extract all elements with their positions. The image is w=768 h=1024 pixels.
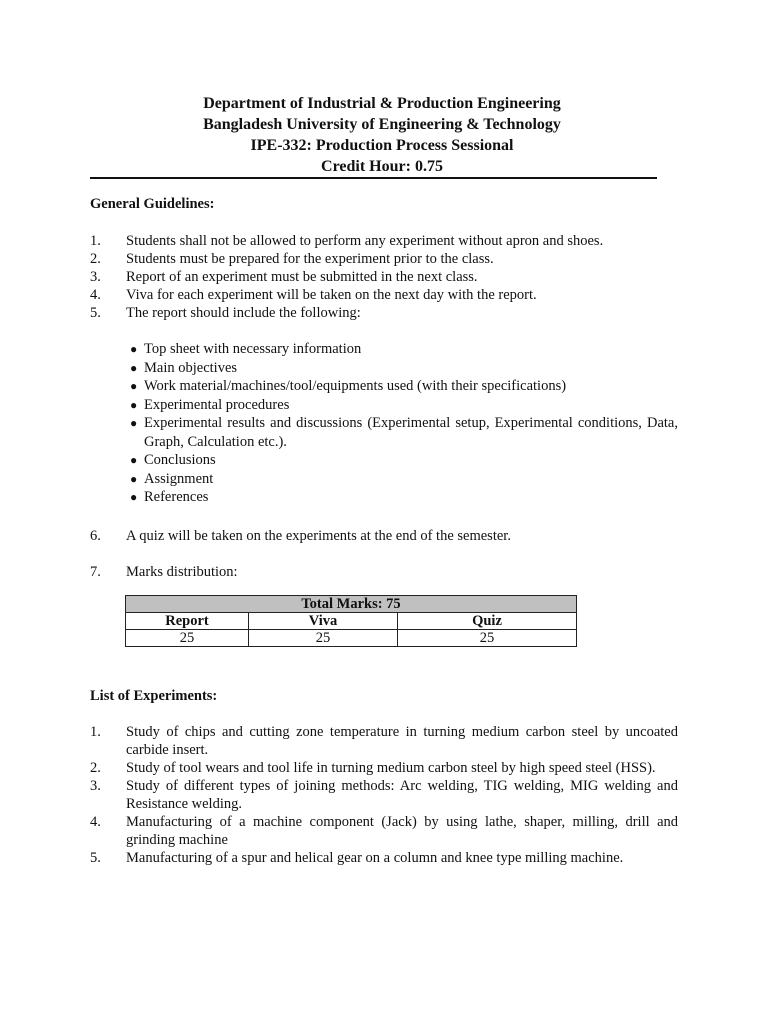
quiz-header: Quiz xyxy=(398,613,577,630)
list-item xyxy=(90,527,678,545)
bullet-item xyxy=(126,488,678,507)
bullet-item xyxy=(126,396,678,415)
item-number: 1. xyxy=(90,233,101,249)
guidelines-heading: General Guidelines: xyxy=(90,196,215,212)
list-item xyxy=(90,759,678,777)
item-number: 5. xyxy=(90,850,101,866)
bullet-text: Experimental results and discussions (Experimental setup, Experimental conditions, Data, Graph, Calculation etc.). xyxy=(144,415,678,450)
bullet-text: References xyxy=(144,489,209,505)
list-item xyxy=(90,563,678,581)
item-text: Students must be prepared for the experiment prior to the class. xyxy=(126,251,494,267)
item-text: Study of different types of joining methods: Arc welding, TIG welding, MIG welding and Resistance welding. xyxy=(126,778,678,812)
bullet-icon: ● xyxy=(130,471,138,486)
bullet-icon: ● xyxy=(130,342,138,356)
bullet-item xyxy=(126,451,678,470)
list-item xyxy=(90,304,678,322)
document-header xyxy=(90,93,674,177)
table-row xyxy=(126,596,577,613)
table-row xyxy=(126,613,577,630)
total-marks-cell: Total Marks: 75 xyxy=(126,596,577,613)
list-item xyxy=(90,849,678,867)
list-item xyxy=(90,286,678,304)
department-title: Department of Industrial & Production Engineering xyxy=(203,95,561,112)
guidelines-list xyxy=(90,232,678,322)
report-marks: 25 xyxy=(126,630,249,647)
list-item xyxy=(90,232,678,250)
item-number: 5. xyxy=(90,305,101,321)
item-text: Manufacturing of a machine component (Jack) by using lathe, shaper, milling, drill and grinding machine xyxy=(126,814,678,848)
bullet-item xyxy=(126,470,678,489)
item-number: 1. xyxy=(90,724,101,740)
bullet-text: Main objectives xyxy=(144,359,238,376)
viva-header: Viva xyxy=(249,613,398,630)
item-text: Viva for each experiment will be taken on the next day with the report. xyxy=(126,287,537,303)
table-row xyxy=(126,630,577,647)
course-title: IPE-332: Production Process Sessional xyxy=(250,137,514,154)
item-text: The report should include the following: xyxy=(126,305,361,321)
quiz-marks: 25 xyxy=(398,630,577,647)
bullet-item xyxy=(126,414,678,451)
item-number: 2. xyxy=(90,251,101,267)
bullet-text: Work material/machines/tool/equipments used (with their specifications) xyxy=(144,378,567,394)
bullet-item xyxy=(126,377,678,396)
item-number: 7. xyxy=(90,564,101,580)
item-text: Manufacturing of a spur and helical gear on a column and knee type milling machine. xyxy=(126,850,624,866)
viva-marks: 25 xyxy=(249,630,398,647)
quiz-note xyxy=(90,527,678,545)
list-item xyxy=(90,250,678,268)
bullet-icon: ● xyxy=(130,453,138,467)
item-number: 4. xyxy=(90,814,101,830)
item-number: 3. xyxy=(90,778,101,794)
experiments-list xyxy=(90,723,678,867)
bullet-item xyxy=(126,359,678,378)
bullet-text: Assignment xyxy=(144,470,214,487)
bullet-icon: ● xyxy=(130,379,138,393)
bullet-icon: ● xyxy=(130,397,138,412)
list-item xyxy=(90,813,678,849)
item-text: Study of chips and cutting zone temperature in turning medium carbon steel by uncoated carbide insert. xyxy=(126,724,678,758)
item-number: 3. xyxy=(90,269,101,285)
bullet-text: Conclusions xyxy=(144,452,216,468)
experiments-heading: List of Experiments: xyxy=(90,688,218,704)
list-item xyxy=(90,777,678,813)
list-item xyxy=(90,723,678,759)
report-header: Report xyxy=(126,613,249,630)
item-number: 6. xyxy=(90,528,101,544)
header-divider xyxy=(90,177,657,179)
bullet-text: Experimental procedures xyxy=(144,396,290,413)
marks-distribution-table xyxy=(125,595,577,647)
university-title: Bangladesh University of Engineering & Technology xyxy=(203,116,561,133)
item-text: Report of an experiment must be submitted in the next class. xyxy=(126,269,478,285)
item-number: 2. xyxy=(90,760,101,776)
marks-note xyxy=(90,563,678,581)
item-text: A quiz will be taken on the experiments at the end of the semester. xyxy=(126,528,511,544)
item-number: 4. xyxy=(90,287,101,303)
bullet-text: Top sheet with necessary information xyxy=(144,341,362,357)
credit-hour: Credit Hour: 0.75 xyxy=(321,158,443,175)
item-text: Study of tool wears and tool life in turning medium carbon steel by high speed steel (HSS). xyxy=(126,760,656,776)
item-text: Students shall not be allowed to perform any experiment without apron and shoes. xyxy=(126,233,604,249)
bullet-item xyxy=(126,340,678,359)
list-item xyxy=(90,268,678,286)
report-contents-list xyxy=(126,340,678,507)
item-text: Marks distribution: xyxy=(126,564,238,580)
bullet-icon: ● xyxy=(130,490,138,504)
bullet-icon: ● xyxy=(130,416,138,430)
bullet-icon: ● xyxy=(130,360,138,375)
